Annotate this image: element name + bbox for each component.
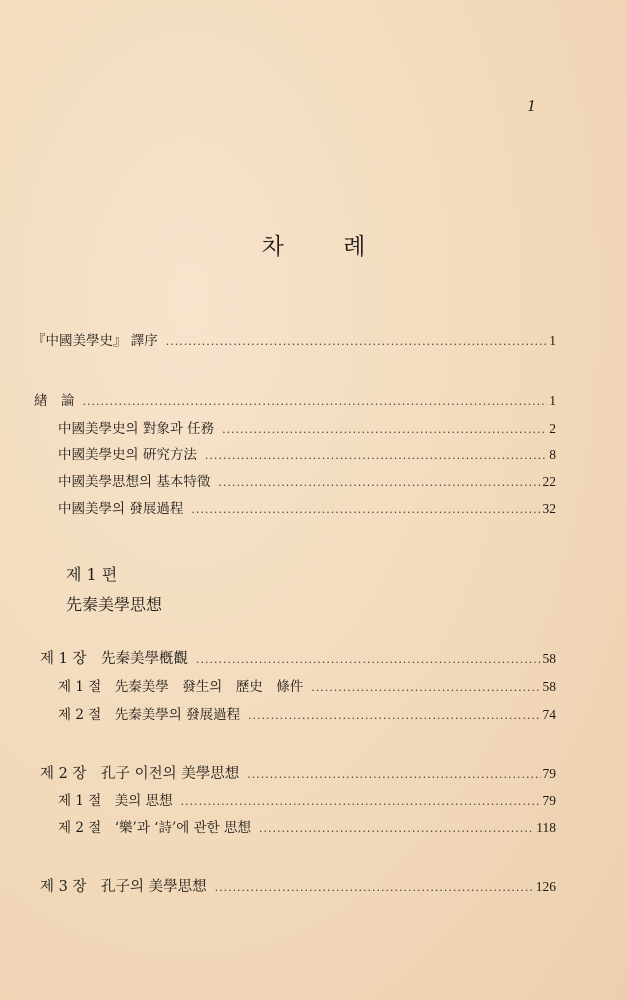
page-title: 차 례 bbox=[261, 234, 392, 260]
toc-entry-label: 緖 論 bbox=[34, 393, 75, 409]
leader-dots bbox=[248, 707, 540, 725]
leader-dots bbox=[247, 766, 540, 784]
toc-entry-page: 8 bbox=[549, 447, 556, 462]
toc-entry-page: 79 bbox=[542, 766, 556, 781]
toc-entry-label: 제 2 절 ‘樂’과 ‘詩’에 관한 思想 bbox=[58, 820, 251, 836]
toc-entry-label: 제 3 장 孔子의 美學思想 bbox=[40, 879, 207, 895]
toc-entry-intro-2 bbox=[58, 446, 556, 465]
toc-entry-page: 2 bbox=[549, 421, 556, 436]
toc-entry-page: 1 bbox=[549, 393, 556, 408]
leader-dots bbox=[181, 793, 541, 811]
leader-dots bbox=[218, 474, 540, 492]
toc-entry-page: 74 bbox=[542, 707, 556, 722]
toc-entry-chapter-2 bbox=[40, 765, 556, 784]
toc-entry-page: 1 bbox=[549, 333, 556, 348]
toc-entry-chapter-3 bbox=[40, 878, 556, 897]
toc-entry-label: 제 2 장 孔子 이전의 美學思想 bbox=[40, 766, 240, 782]
toc-entry-label: 제 1 절 先秦美學 發生의 歷史 條件 bbox=[58, 679, 304, 695]
toc-entry-label: 제 2 절 先秦美學의 發展過程 bbox=[58, 707, 241, 723]
toc-entry-page: 32 bbox=[542, 501, 556, 516]
toc-entry-label: 中國美學思想의 基本特徵 bbox=[58, 474, 211, 490]
leader-dots bbox=[83, 393, 548, 411]
toc-entry-label: 『中國美學史』 譯序 bbox=[32, 333, 158, 349]
toc-entry-intro bbox=[34, 392, 556, 411]
toc-entry-page: 58 bbox=[542, 651, 556, 666]
toc-entry-chapter-1 bbox=[40, 650, 556, 669]
toc-entry-intro-4 bbox=[58, 500, 556, 519]
toc-entry-page: 118 bbox=[536, 820, 556, 835]
toc-entry-page: 79 bbox=[542, 793, 556, 808]
leader-dots bbox=[259, 820, 534, 838]
toc-entry-label: 中國美學史의 對象과 任務 bbox=[58, 421, 215, 437]
toc-entry-ch1-sec1 bbox=[58, 678, 556, 697]
leader-dots bbox=[215, 879, 534, 897]
toc-entry-intro-1 bbox=[58, 420, 556, 439]
leader-dots bbox=[205, 447, 547, 465]
toc-entry-label: 제 1 절 美의 思想 bbox=[58, 793, 173, 809]
toc-entry-preface bbox=[32, 332, 556, 351]
toc-entry-label: 中國美學의 發展過程 bbox=[58, 501, 184, 517]
page-number: 1 bbox=[527, 96, 536, 115]
leader-dots bbox=[311, 679, 540, 697]
leader-dots bbox=[166, 333, 547, 351]
leader-dots bbox=[196, 651, 541, 669]
toc-entry-page: 126 bbox=[535, 879, 556, 894]
toc-entry-label: 제 1 장 先秦美學槪觀 bbox=[40, 651, 188, 667]
toc-entry-page: 22 bbox=[542, 474, 556, 489]
toc-entry-ch2-sec2 bbox=[58, 819, 556, 838]
leader-dots bbox=[222, 421, 547, 439]
toc-entry-ch1-sec2 bbox=[58, 706, 556, 725]
leader-dots bbox=[191, 501, 540, 519]
toc-entry-page: 58 bbox=[542, 679, 556, 694]
toc-entry-label: 中國美學史의 硏究方法 bbox=[58, 447, 197, 463]
toc-entry-intro-3 bbox=[58, 473, 556, 492]
part-number: 제 1 편 bbox=[66, 565, 118, 584]
part-name: 先秦美學思想 bbox=[66, 595, 163, 614]
toc-entry-ch2-sec1 bbox=[58, 792, 556, 811]
